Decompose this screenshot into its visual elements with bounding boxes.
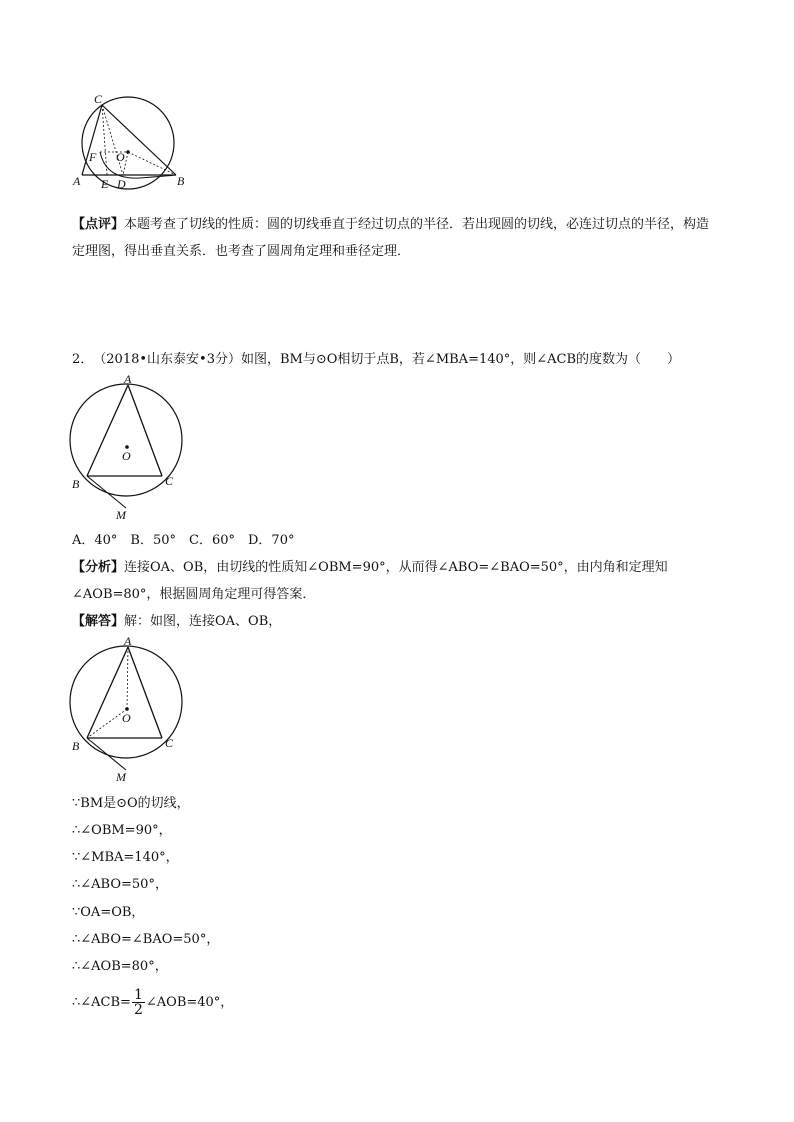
label-f: F [89, 150, 97, 164]
label-c: C [94, 92, 103, 106]
final-step [72, 988, 233, 1018]
step-line: ∵BM是⊙O的切线， [72, 796, 190, 811]
label-a: A [124, 636, 132, 648]
solution-text: 解：如图，连接OA、OB， [124, 614, 282, 629]
fraction-one-half [132, 988, 145, 1017]
label-c: C [165, 736, 174, 750]
step-line: ∴∠OBM=90°， [72, 823, 172, 838]
arc-fb [100, 152, 176, 178]
final-step-prefix: ∴∠ACB= [72, 995, 131, 1010]
label-d: D [117, 177, 126, 191]
label-o: O [122, 711, 131, 725]
figure-3-circle-diagram [64, 636, 189, 786]
analysis-text: 连接OA、OB，由切线的性质知∠OBM=90°，从而得∠ABO=∠BAO=50°，由内角和定理知∠AOB=80°，根据圆周角定理可得答案． [72, 560, 668, 602]
label-e: E [101, 177, 109, 191]
label-o: O [116, 150, 125, 164]
label-b: B [177, 174, 185, 188]
review-text: 本题考查了切线的性质：圆的切线垂直于经过切点的半径．若出现圆的切线，必连过切点的半径，构造定理图，得出垂直关系．也考查了圆周角定理和垂径定理． [72, 217, 710, 259]
final-step-suffix: ∠AOB=40°， [145, 995, 234, 1010]
step-line: ∵OA=OB， [72, 905, 145, 920]
step-line: ∵∠MBA=140°， [72, 850, 179, 865]
radius-oa [127, 647, 128, 709]
answer-options: A．40° B．50° C．60° D．70° [72, 533, 295, 548]
chord-ca [82, 105, 102, 175]
analysis-tag: 【分析】 [72, 560, 125, 575]
fraction-numerator: 1 [133, 987, 143, 1003]
solution-intro [72, 612, 281, 632]
label-m: M [116, 508, 126, 522]
label-c: C [165, 474, 174, 488]
label-a: A [124, 374, 132, 386]
center-point [126, 150, 130, 154]
label-a: A [73, 174, 81, 188]
label-m: M [116, 770, 126, 784]
figure-1-circle-diagram [70, 92, 190, 192]
label-b: B [72, 477, 80, 491]
question-2: 2． （2018•山东泰安•3分）如图，BM与⊙O相切于点B，若∠MBA=140°，则∠ACB的度数为（ ） [72, 352, 681, 367]
label-o: O [122, 449, 131, 463]
tangent-bm [87, 738, 126, 770]
solution-tag: 【解答】 [72, 614, 125, 629]
step-line: ∴∠AOB=80°， [72, 959, 168, 974]
review-tag: 【点评】 [72, 217, 125, 232]
step-line: ∴∠ABO=50°， [72, 877, 168, 892]
fraction-denominator: 2 [133, 1002, 143, 1018]
review-paragraph [72, 211, 722, 265]
side-ac [128, 385, 162, 476]
label-b: B [72, 739, 80, 753]
figure-2-circle-diagram [64, 374, 189, 524]
step-line: ∴∠ABO=∠BAO=50°， [72, 932, 220, 947]
tangent-bm [87, 476, 126, 508]
side-ac [128, 647, 162, 738]
analysis-paragraph [72, 554, 722, 608]
